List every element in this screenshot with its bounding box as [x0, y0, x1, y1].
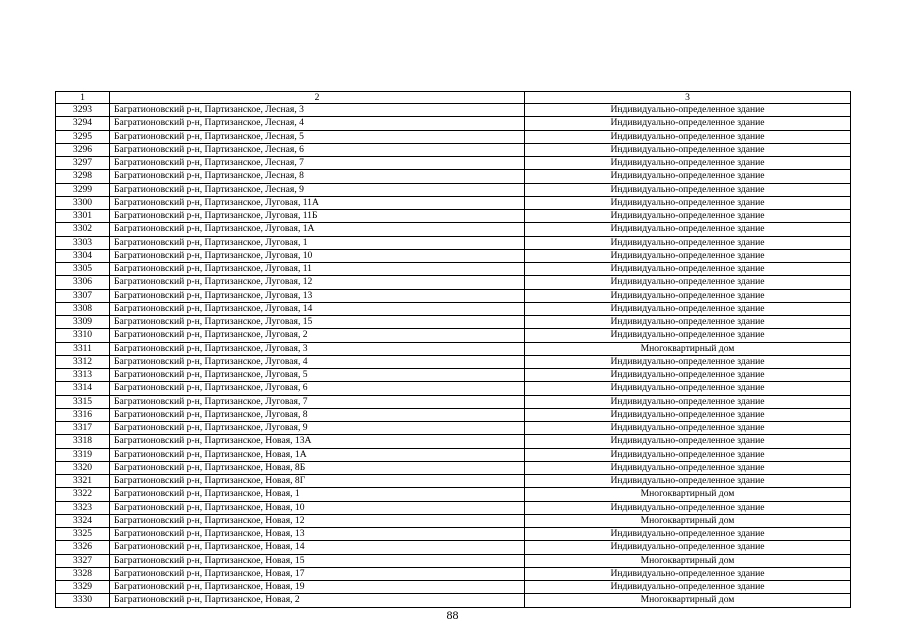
row-number-cell: 3330: [56, 594, 110, 607]
building-type-cell: Индивидуально-определенное здание: [525, 541, 851, 554]
row-number-cell: 3306: [56, 276, 110, 289]
address-cell: Багратионовский р-н, Партизанское, Новая, 1А: [110, 448, 525, 461]
row-number-cell: 3296: [56, 143, 110, 156]
table-row: [56, 408, 851, 421]
address-cell: Багратионовский р-н, Партизанское, Новая, 10: [110, 501, 525, 514]
column-header-3: 3: [525, 92, 851, 104]
row-number-cell: 3322: [56, 488, 110, 501]
address-cell: Багратионовский р-н, Партизанское, Новая, 12: [110, 514, 525, 527]
table-row: [56, 514, 851, 527]
address-cell: Багратионовский р-н, Партизанское, Новая, 15: [110, 554, 525, 567]
building-type-cell: Индивидуально-определенное здание: [525, 422, 851, 435]
row-number-cell: 3328: [56, 567, 110, 580]
address-cell: Багратионовский р-н, Партизанское, Лесная, 3: [110, 104, 525, 117]
building-type-cell: Многоквартирный дом: [525, 594, 851, 607]
row-number-cell: 3301: [56, 210, 110, 223]
table-row: [56, 276, 851, 289]
table-row: [56, 316, 851, 329]
address-cell: Багратионовский р-н, Партизанское, Луговая, 14: [110, 302, 525, 315]
building-type-cell: Индивидуально-определенное здание: [525, 475, 851, 488]
address-cell: Багратионовский р-н, Партизанское, Новая, 1: [110, 488, 525, 501]
address-cell: Багратионовский р-н, Партизанское, Новая, 19: [110, 581, 525, 594]
address-cell: Багратионовский р-н, Партизанское, Лесная, 4: [110, 117, 525, 130]
row-number-cell: 3297: [56, 157, 110, 170]
address-cell: Багратионовский р-н, Партизанское, Луговая, 11: [110, 263, 525, 276]
address-cell: Багратионовский р-н, Партизанское, Луговая, 8: [110, 408, 525, 421]
table-row: [56, 249, 851, 262]
building-type-cell: Индивидуально-определенное здание: [525, 183, 851, 196]
table-row: [56, 302, 851, 315]
address-cell: Багратионовский р-н, Партизанское, Лесная, 8: [110, 170, 525, 183]
address-cell: Багратионовский р-н, Партизанское, Луговая, 11А: [110, 196, 525, 209]
table-row: [56, 567, 851, 580]
building-type-cell: Индивидуально-определенное здание: [525, 382, 851, 395]
address-cell: Багратионовский р-н, Партизанское, Луговая, 13: [110, 289, 525, 302]
table-header-row: [56, 92, 851, 104]
address-cell: Багратионовский р-н, Партизанское, Луговая, 6: [110, 382, 525, 395]
row-number-cell: 3321: [56, 475, 110, 488]
building-type-cell: Индивидуально-определенное здание: [525, 157, 851, 170]
row-number-cell: 3303: [56, 236, 110, 249]
address-cell: Багратионовский р-н, Партизанское, Новая, 13А: [110, 435, 525, 448]
building-type-cell: Индивидуально-определенное здание: [525, 117, 851, 130]
row-number-cell: 3326: [56, 541, 110, 554]
table-row: [56, 342, 851, 355]
table-row: [56, 501, 851, 514]
address-cell: Багратионовский р-н, Партизанское, Луговая, 12: [110, 276, 525, 289]
table-row: [56, 223, 851, 236]
building-type-cell: Индивидуально-определенное здание: [525, 581, 851, 594]
address-cell: Багратионовский р-н, Партизанское, Новая, 8Б: [110, 461, 525, 474]
row-number-cell: 3319: [56, 448, 110, 461]
table-row: [56, 117, 851, 130]
building-type-cell: Индивидуально-определенное здание: [525, 104, 851, 117]
row-number-cell: 3299: [56, 183, 110, 196]
building-type-cell: Индивидуально-определенное здание: [525, 435, 851, 448]
building-type-cell: Индивидуально-определенное здание: [525, 567, 851, 580]
building-type-cell: Многоквартирный дом: [525, 342, 851, 355]
table-row: [56, 461, 851, 474]
building-type-cell: Многоквартирный дом: [525, 514, 851, 527]
row-number-cell: 3315: [56, 395, 110, 408]
table-row: [56, 236, 851, 249]
row-number-cell: 3311: [56, 342, 110, 355]
row-number-cell: 3307: [56, 289, 110, 302]
table-row: [56, 488, 851, 501]
row-number-cell: 3325: [56, 528, 110, 541]
building-type-cell: Индивидуально-определенное здание: [525, 143, 851, 156]
address-cell: Багратионовский р-н, Партизанское, Луговая, 1: [110, 236, 525, 249]
address-cell: Багратионовский р-н, Партизанское, Луговая, 4: [110, 355, 525, 368]
address-cell: Багратионовский р-н, Партизанское, Лесная, 6: [110, 143, 525, 156]
row-number-cell: 3294: [56, 117, 110, 130]
building-type-cell: Индивидуально-определенное здание: [525, 210, 851, 223]
building-type-cell: Индивидуально-определенное здание: [525, 302, 851, 315]
table-row: [56, 289, 851, 302]
row-number-cell: 3324: [56, 514, 110, 527]
table-row: [56, 422, 851, 435]
row-number-cell: 3316: [56, 408, 110, 421]
table-row: [56, 355, 851, 368]
address-cell: Багратионовский р-н, Партизанское, Луговая, 3: [110, 342, 525, 355]
address-cell: Багратионовский р-н, Партизанское, Новая, 8Г: [110, 475, 525, 488]
table-row: [56, 475, 851, 488]
address-cell: Багратионовский р-н, Партизанское, Луговая, 11Б: [110, 210, 525, 223]
row-number-cell: 3313: [56, 369, 110, 382]
address-cell: Багратионовский р-н, Партизанское, Луговая, 5: [110, 369, 525, 382]
table-row: [56, 104, 851, 117]
row-number-cell: 3327: [56, 554, 110, 567]
building-type-cell: Индивидуально-определенное здание: [525, 276, 851, 289]
table-row: [56, 157, 851, 170]
column-header-1: 1: [56, 92, 110, 104]
table-row: [56, 210, 851, 223]
address-cell: Багратионовский р-н, Партизанское, Луговая, 9: [110, 422, 525, 435]
address-cell: Багратионовский р-н, Партизанское, Лесная, 9: [110, 183, 525, 196]
address-cell: Багратионовский р-н, Партизанское, Лесная, 7: [110, 157, 525, 170]
row-number-cell: 3318: [56, 435, 110, 448]
row-number-cell: 3323: [56, 501, 110, 514]
address-cell: Багратионовский р-н, Партизанское, Луговая, 2: [110, 329, 525, 342]
row-number-cell: 3295: [56, 130, 110, 143]
table-row: [56, 435, 851, 448]
row-number-cell: 3300: [56, 196, 110, 209]
building-type-cell: Многоквартирный дом: [525, 488, 851, 501]
row-number-cell: 3302: [56, 223, 110, 236]
row-number-cell: 3308: [56, 302, 110, 315]
building-type-cell: Индивидуально-определенное здание: [525, 249, 851, 262]
building-type-cell: Индивидуально-определенное здание: [525, 395, 851, 408]
table-row: [56, 541, 851, 554]
building-type-cell: Индивидуально-определенное здание: [525, 316, 851, 329]
table-row: [56, 369, 851, 382]
building-type-cell: Индивидуально-определенное здание: [525, 501, 851, 514]
building-type-cell: Индивидуально-определенное здание: [525, 369, 851, 382]
table-row: [56, 554, 851, 567]
row-number-cell: 3329: [56, 581, 110, 594]
row-number-cell: 3298: [56, 170, 110, 183]
table-row: [56, 581, 851, 594]
table-row: [56, 448, 851, 461]
row-number-cell: 3317: [56, 422, 110, 435]
table-row: [56, 395, 851, 408]
row-number-cell: 3305: [56, 263, 110, 276]
building-type-cell: Индивидуально-определенное здание: [525, 448, 851, 461]
building-type-cell: Индивидуально-определенное здание: [525, 130, 851, 143]
column-header-2: 2: [110, 92, 525, 104]
address-cell: Багратионовский р-н, Партизанское, Лесная, 5: [110, 130, 525, 143]
table-row: [56, 130, 851, 143]
address-cell: Багратионовский р-н, Партизанское, Луговая, 7: [110, 395, 525, 408]
row-number-cell: 3312: [56, 355, 110, 368]
building-type-cell: Индивидуально-определенное здание: [525, 170, 851, 183]
building-type-cell: Индивидуально-определенное здание: [525, 236, 851, 249]
building-type-cell: Индивидуально-определенное здание: [525, 289, 851, 302]
table-row: [56, 143, 851, 156]
building-type-cell: Индивидуально-определенное здание: [525, 263, 851, 276]
table-row: [56, 170, 851, 183]
address-cell: Багратионовский р-н, Партизанское, Луговая, 10: [110, 249, 525, 262]
address-cell: Багратионовский р-н, Партизанское, Луговая, 15: [110, 316, 525, 329]
page-number: 88: [446, 608, 459, 622]
table-row: [56, 263, 851, 276]
table-body: [56, 92, 851, 608]
row-number-cell: 3314: [56, 382, 110, 395]
table-row: [56, 196, 851, 209]
address-cell: Багратионовский р-н, Партизанское, Новая, 13: [110, 528, 525, 541]
table-row: [56, 183, 851, 196]
row-number-cell: 3304: [56, 249, 110, 262]
row-number-cell: 3293: [56, 104, 110, 117]
building-type-cell: Индивидуально-определенное здание: [525, 223, 851, 236]
address-cell: Багратионовский р-н, Партизанское, Новая, 14: [110, 541, 525, 554]
building-type-cell: Индивидуально-определенное здание: [525, 196, 851, 209]
building-type-cell: Многоквартирный дом: [525, 554, 851, 567]
building-type-cell: Индивидуально-определенное здание: [525, 461, 851, 474]
registry-table: [55, 91, 851, 608]
address-cell: Багратионовский р-н, Партизанское, Новая, 2: [110, 594, 525, 607]
table-row: [56, 528, 851, 541]
building-type-cell: Индивидуально-определенное здание: [525, 329, 851, 342]
row-number-cell: 3309: [56, 316, 110, 329]
address-cell: Багратионовский р-н, Партизанское, Новая, 17: [110, 567, 525, 580]
row-number-cell: 3320: [56, 461, 110, 474]
table-row: [56, 594, 851, 607]
building-type-cell: Индивидуально-определенное здание: [525, 408, 851, 421]
table-row: [56, 382, 851, 395]
building-type-cell: Индивидуально-определенное здание: [525, 528, 851, 541]
address-cell: Багратионовский р-н, Партизанское, Луговая, 1А: [110, 223, 525, 236]
building-type-cell: Индивидуально-определенное здание: [525, 355, 851, 368]
table-row: [56, 329, 851, 342]
row-number-cell: 3310: [56, 329, 110, 342]
